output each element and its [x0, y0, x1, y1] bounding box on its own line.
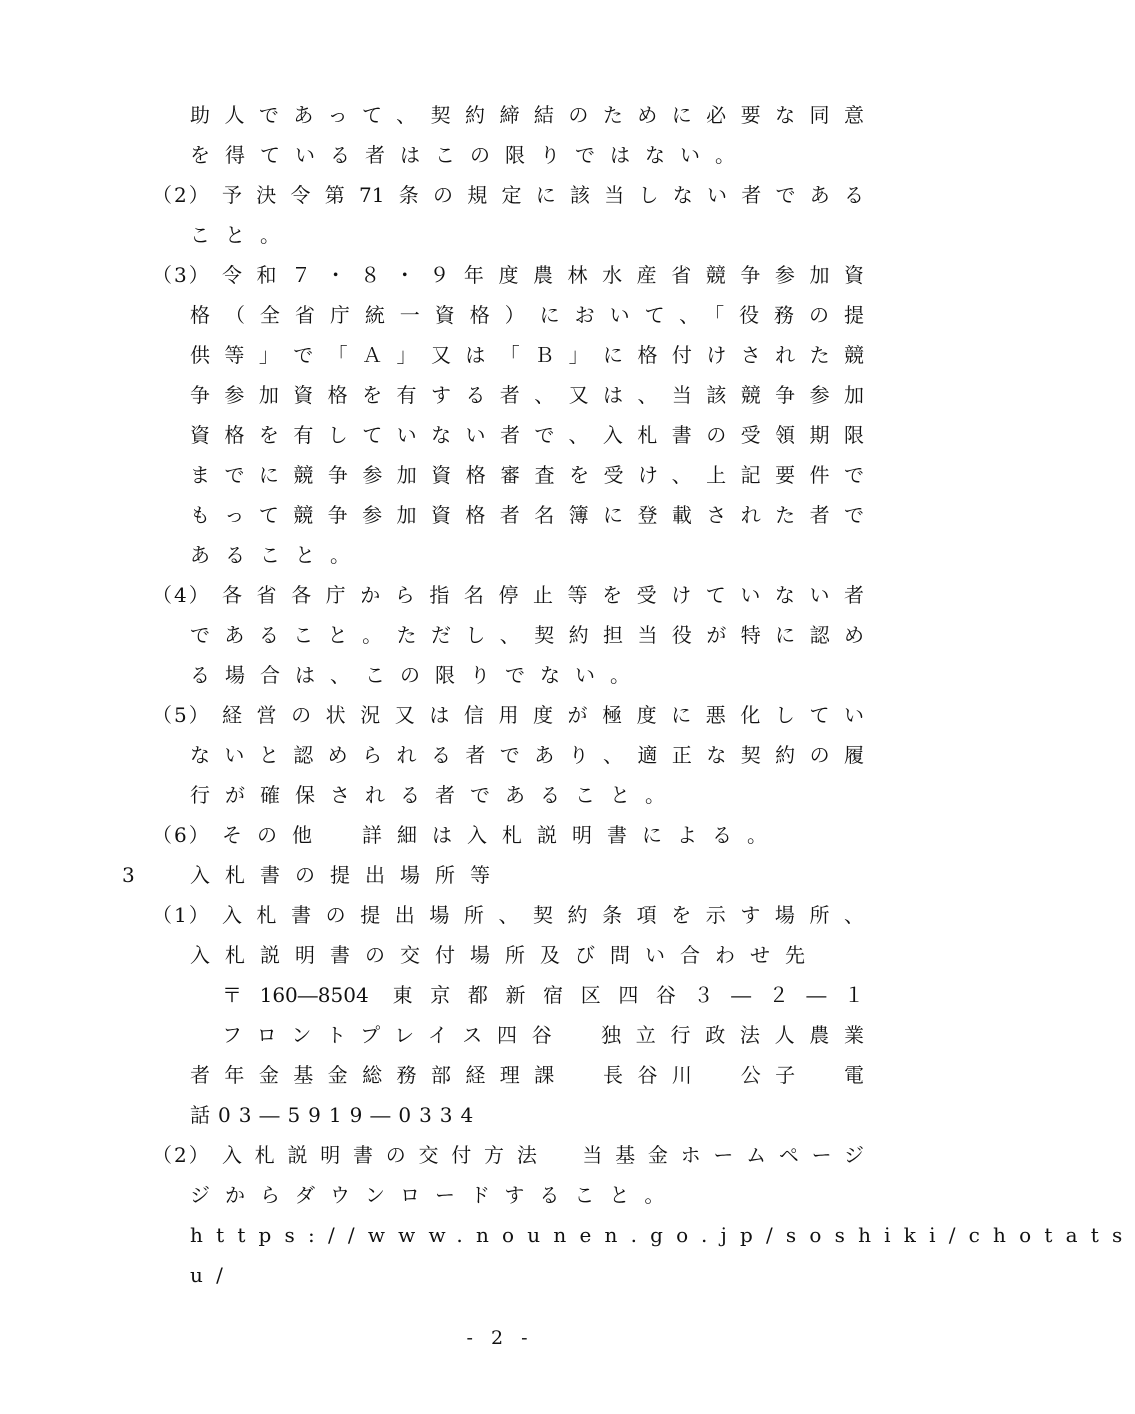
line-text: であること。ただし、契約担当役が特に認め — [190, 623, 864, 647]
line-text: までに競争参加資格審査を受け、上記要件で — [190, 463, 864, 487]
line-text: あること。 — [190, 543, 365, 567]
line-text: その他 詳細は入札説明書による。 — [222, 823, 782, 847]
line-text[interactable]: u/ — [190, 1263, 237, 1287]
line-text: 〒160―8504 東京都新宿区四谷３―２―１ — [222, 983, 864, 1007]
item-number: （2） — [152, 1143, 211, 1167]
line-text: を得ている者はこの限りではない。 — [190, 143, 750, 167]
line-text: 話03―5919―0334 — [190, 1103, 482, 1127]
line-text: 入札書の提出場所、契約条項を示す場所、 — [222, 903, 864, 927]
line-text: 各省各庁から指名停止等を受けていない者 — [222, 583, 864, 607]
line-text: る場合は、この限りでない。 — [190, 663, 645, 687]
item-number: （6） — [152, 823, 211, 847]
line-text: 入札説明書の交付場所及び問い合わせ先 — [190, 943, 820, 967]
line-text: こと。 — [190, 223, 295, 247]
line-text: 予決令第71条の規定に該当しない者である — [222, 183, 864, 207]
page-number: - 2 - — [466, 1327, 534, 1349]
line-text: 資格を有していない者で、入札書の受領期限 — [190, 423, 864, 447]
line-text: 入札書の提出場所等 — [190, 863, 505, 887]
line-text: ないと認められる者であり、適正な契約の履 — [190, 743, 864, 767]
item-number: （4） — [152, 583, 211, 607]
item-number: （5） — [152, 703, 211, 727]
line-text: 令和７・８・９年度農林水産省競争参加資 — [222, 263, 864, 287]
line-text: 格（全省庁統一資格）において、「役務の提 — [190, 303, 864, 327]
line-text: 者年金基金総務部経理課 長谷川 公子 電 — [190, 1063, 864, 1087]
line-text: 助人であって、契約締結のために必要な同意 — [190, 103, 864, 127]
item-number: （2） — [152, 183, 211, 207]
item-number: （1） — [152, 903, 211, 927]
line-text: 入札説明書の交付方法 当基金ホームページ — [222, 1143, 864, 1167]
line-text: 経営の状況又は信用度が極度に悪化してい — [222, 703, 864, 727]
line-text: もって競争参加資格者名簿に登載された者で — [190, 503, 864, 527]
item-number: （3） — [152, 263, 211, 287]
line-text[interactable]: https://www.nounen.go.jp/soshiki/chotats — [190, 1223, 1135, 1247]
section-number: 3 — [122, 863, 150, 887]
line-text: 供等」で「Ａ」又は「Ｂ」に格付けされた競 — [190, 343, 864, 367]
line-text: ジからダウンロードすること。 — [190, 1183, 680, 1207]
line-text: 行が確保される者であること。 — [190, 783, 680, 807]
line-text: 争参加資格を有する者、又は、当該競争参加 — [190, 383, 864, 407]
line-text: フロントプレイス四谷 独立行政法人農業 — [222, 1023, 864, 1047]
